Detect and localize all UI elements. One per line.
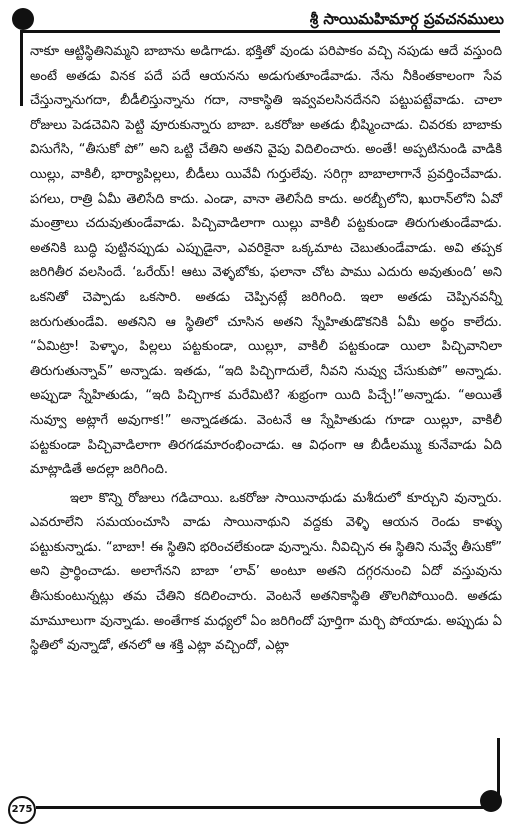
- page-number: 275: [8, 796, 36, 824]
- right-margin-rule: [497, 738, 500, 798]
- footer-rule: [36, 806, 488, 809]
- footer-ornament-dot: [480, 790, 502, 812]
- paragraph-2: ఇలా కొన్ని రోజులు గడిచాయి. ఒకరోజు సాయినాథుడు మశీదులో కూర్చుని వున్నారు. ఎవరూలేని సమయంచూసి వాడు సాయినాథుని వద్దకు వెళ్ళి ఆయన రెండు కాళ్ళు పట్టుకున్నాడు. “బాబా! ఈ స్థితిని భరించలేకుండా వున్నాను. నీవిచ్చిన ఈ స్థితిని నువ్వే తీసుకో” అని ప్రార్థించాడు. అలాగేనని బాబా ‘లావ్’ అంటూ అతని దగ్గరనుంచి ఏదో వస్తువును తీసుకుంటున్నట్లు తమ చేతిని కదిలించారు. వెంటనే అతనికాస్థితి తొలగిపోయింది. అతడు మామూలుగా వున్నాడు. అంతేగాక మధ్యలో ఏం జరిగిందో పూర్తిగా మర్చి పోయాడు. అప్పుడు ఏ స్థితిలో వున్నాడో, తనలో ఆ శక్తి ఎట్లా వచ్చిందో, ఎట్లా: [30, 490, 502, 654]
- header-ornament-dot: [12, 8, 34, 30]
- left-margin-rule: [20, 30, 23, 106]
- paragraph-1: నాకూ ఆట్టిస్థితినిమ్మని బాబాను అడిగాడు. భక్తితో వుండు పరిపాకం వచ్చి నపుడు ఆదే వస్తుంది అంటే అతడు వినక పదే పదే ఆయనను అడుగుతూండేవాడు. నేను నీకింతకాలంగా సేవ చేస్తున్నానుగదా, బీడీలిస్తున్నాను గదా, నాకాస్థితి ఇవ్వవలసినదేనని పట్టుపట్టేవాడు. చాలా రోజులు పెడచెవిని పెట్టి వూరుకున్నారు బాబా. ఒకరోజు అతడు భీష్మించాడు. చివరకు బాబాకు విసుగేసి, “తీసుకో పో” అని ఒట్టి చేతిని అతని వైపు విదిలించారు. అంతే! అప్పటినుండి వాడికి యిల్లు, వాకిలీ, భార్యాపిల్లలు, బీడీలు యివేవీ గుర్తులేవు. సరిగ్గా బాబాలాగానే ప్రవర్తించేవాడు. పగలు, రాత్రి ఏమీ తెలిసేది కాదు. ఎండా, వానా తెలిసేది కాదు. అరబ్బీలోని, ఖురాన్‌లోని ఏవో మంత్రాలు చదువుతుండేవాడు. పిచ్చివాడిలాగా యిల్లు వాకిలీ పట్టకుండా తిరుగుతుండేవాడు. అతనికి బుద్ధి పుట్టినప్పుడు ఎప్పుడైనా, ఎవరికైనా ఒక్కమాట చెబుతుండేవాడు. అవి తప్పక జరిగితీర వలసిందే. ‘ఒరేయ్! ఆటు వెళ్ళబోకు, ఫలానా చోట పాము ఎదురు అవుతుంది’ అని ఒకనితో చెప్పాడు ఒకసారి. అతడు చెప్పినట్లే జరిగింది. ఇలా అతడు చెప్పినవన్నీ జరుగుతుండేవి. అతనిని ఆ స్థితిలో చూసిన అతని స్నేహితుడొకనికి ఏమీ అర్థం కాలేదు. “ఏమిట్రా! పెళ్ళాం, పిల్లలు పట్టకుండా, యిల్లూ, వాకిలీ పట్టకుండా యిలా పిచ్చివానిలా తిరుగుతున్నావ్” అన్నాడు. ఇతడు, “ఇది పిచ్చిగాదులే, నీవని నువ్వు చేసుకుపో” అన్నాడు. అప్పుడా స్నేహితుడు, “ఇది పిచ్చిగాక మరేమిటి? శుభ్రంగా యిది పిచ్చే!”అన్నాడు. “అయితే నువ్వూ అట్లాగే అవుగాక!” అన్నాడతడు. వెంటనే ఆ స్నేహితుడు గూడా యిల్లూ, వాకిలీ పట్టకుండా పిచ్చివాడిలాగా తిరగడమారంభించాడు. ఆ విధంగా ఆ బీడీలమ్ము కునేవాడు ఏది మాట్లాడితే అదల్లా జరిగింది.: [30, 44, 502, 478]
- body-text: [30, 40, 502, 659]
- header-rule: [22, 30, 500, 33]
- running-header-title: శ్రీ సాయిమహిమార్గ ప్రవచనములు: [309, 10, 504, 28]
